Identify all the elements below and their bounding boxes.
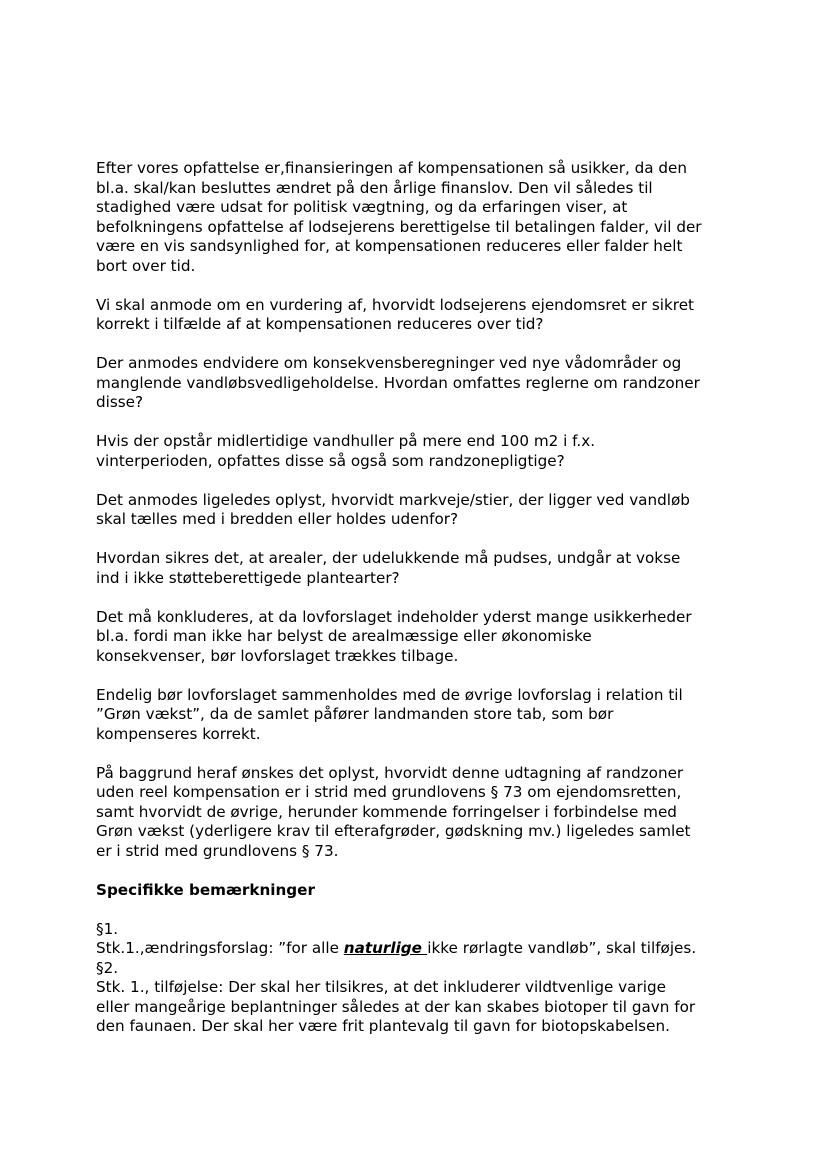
document-page [96,159,746,1037]
paragraph-conclusion: Det må konkluderes, at da lovforslaget indeholder yderst mange usikkerheder bl.a. fordi man ikke har belyst de arealmæssige eller økonomiske konsekvenser, bør lovforslaget trækkes tilbage. [96,607,692,665]
section-2-stk: Stk. 1., tilføjelse: Der skal her tilsikres, at det inkluderer vildtvenlige varige eller mangeårige beplantninger således at der kan skabes biotoper til gavn for den faunaen. Der skal her være frit plantevalg til gavn for biotopskabelsen. [96,978,696,1035]
paragraph-temporary-ponds: Hvis der opstår midlertidige vandhuller på mere end 100 m2 i f.x. vinterperioden, opfattes disse så også som randzonepligtige? [96,432,596,470]
paragraph-financing: Efter vores opfattelse er,finansieringen af kompensationen så usikker, da den bl.a. skal/kan besluttes ændret på den årlige finanslov. Den vil således til stadighed være udsat for politisk vægtning, og da erfaringen viser, at befolkningens opfattelse af lodsejerens berettigelse til betalingen falder, vil der være en vis sandsynlighed for, at kompensationen reduceres eller falder helt bort over tid. [96,159,702,275]
section-2-label: §2. [96,958,119,977]
paragraph-consequence-calculations: Der anmodes endvidere om konsekvensberegninger ved nye vådområder og manglende vandløbsvedligeholdelse. Hvordan omfattes reglerne om randzoner disse? [96,354,700,411]
section-1-stk [96,939,746,959]
paragraph-constitution: På baggrund heraf ønskes det oplyst, hvorvidt denne udtagning af randzoner uden reel kompensation er i strid med grundlovens § 73 om ejendomsretten, samt hvorvidt de øvrige, herunder kommende forringelser i forbindelse med Grøn vækst (yderligere krav til efterafgrøder, gødskning mv.) ligeledes samlet er i strid med grundlovens § 73. [96,763,691,860]
section-1-stk-prefix: Stk.1.,ændringsforslag: ”for alle [96,939,344,957]
section-1-stk-emphasis: naturlige [343,939,428,957]
paragraph-green-growth: Endelig bør lovforslaget sammenholdes med de øvrige lovforslag i relation til ”Grøn vækst”, da de samlet påfører landmanden store tab, som bør kompenseres korrekt. [96,685,683,743]
paragraph-field-roads: Det anmodes ligeledes oplyst, hvorvidt markveje/stier, der ligger ved vandløb skal tælles med i bredden eller holdes udenfor? [96,490,690,528]
section-1-stk-suffix: ikke rørlagte vandløb”, skal tilføjes. [427,939,697,957]
section-1-label: §1. [96,919,119,938]
section-heading: Specifikke bemærkninger [96,880,315,899]
paragraph-plant-species: Hvordan sikres det, at arealer, der udelukkende må pudses, undgår at vokse ind i ikke støtteberettigede plantearter? [96,549,681,587]
paragraph-ownership-question: Vi skal anmode om en vurdering af, hvorvidt lodsejerens ejendomsret er sikret korrekt i tilfælde af at kompensationen reduceres over tid? [96,295,695,333]
